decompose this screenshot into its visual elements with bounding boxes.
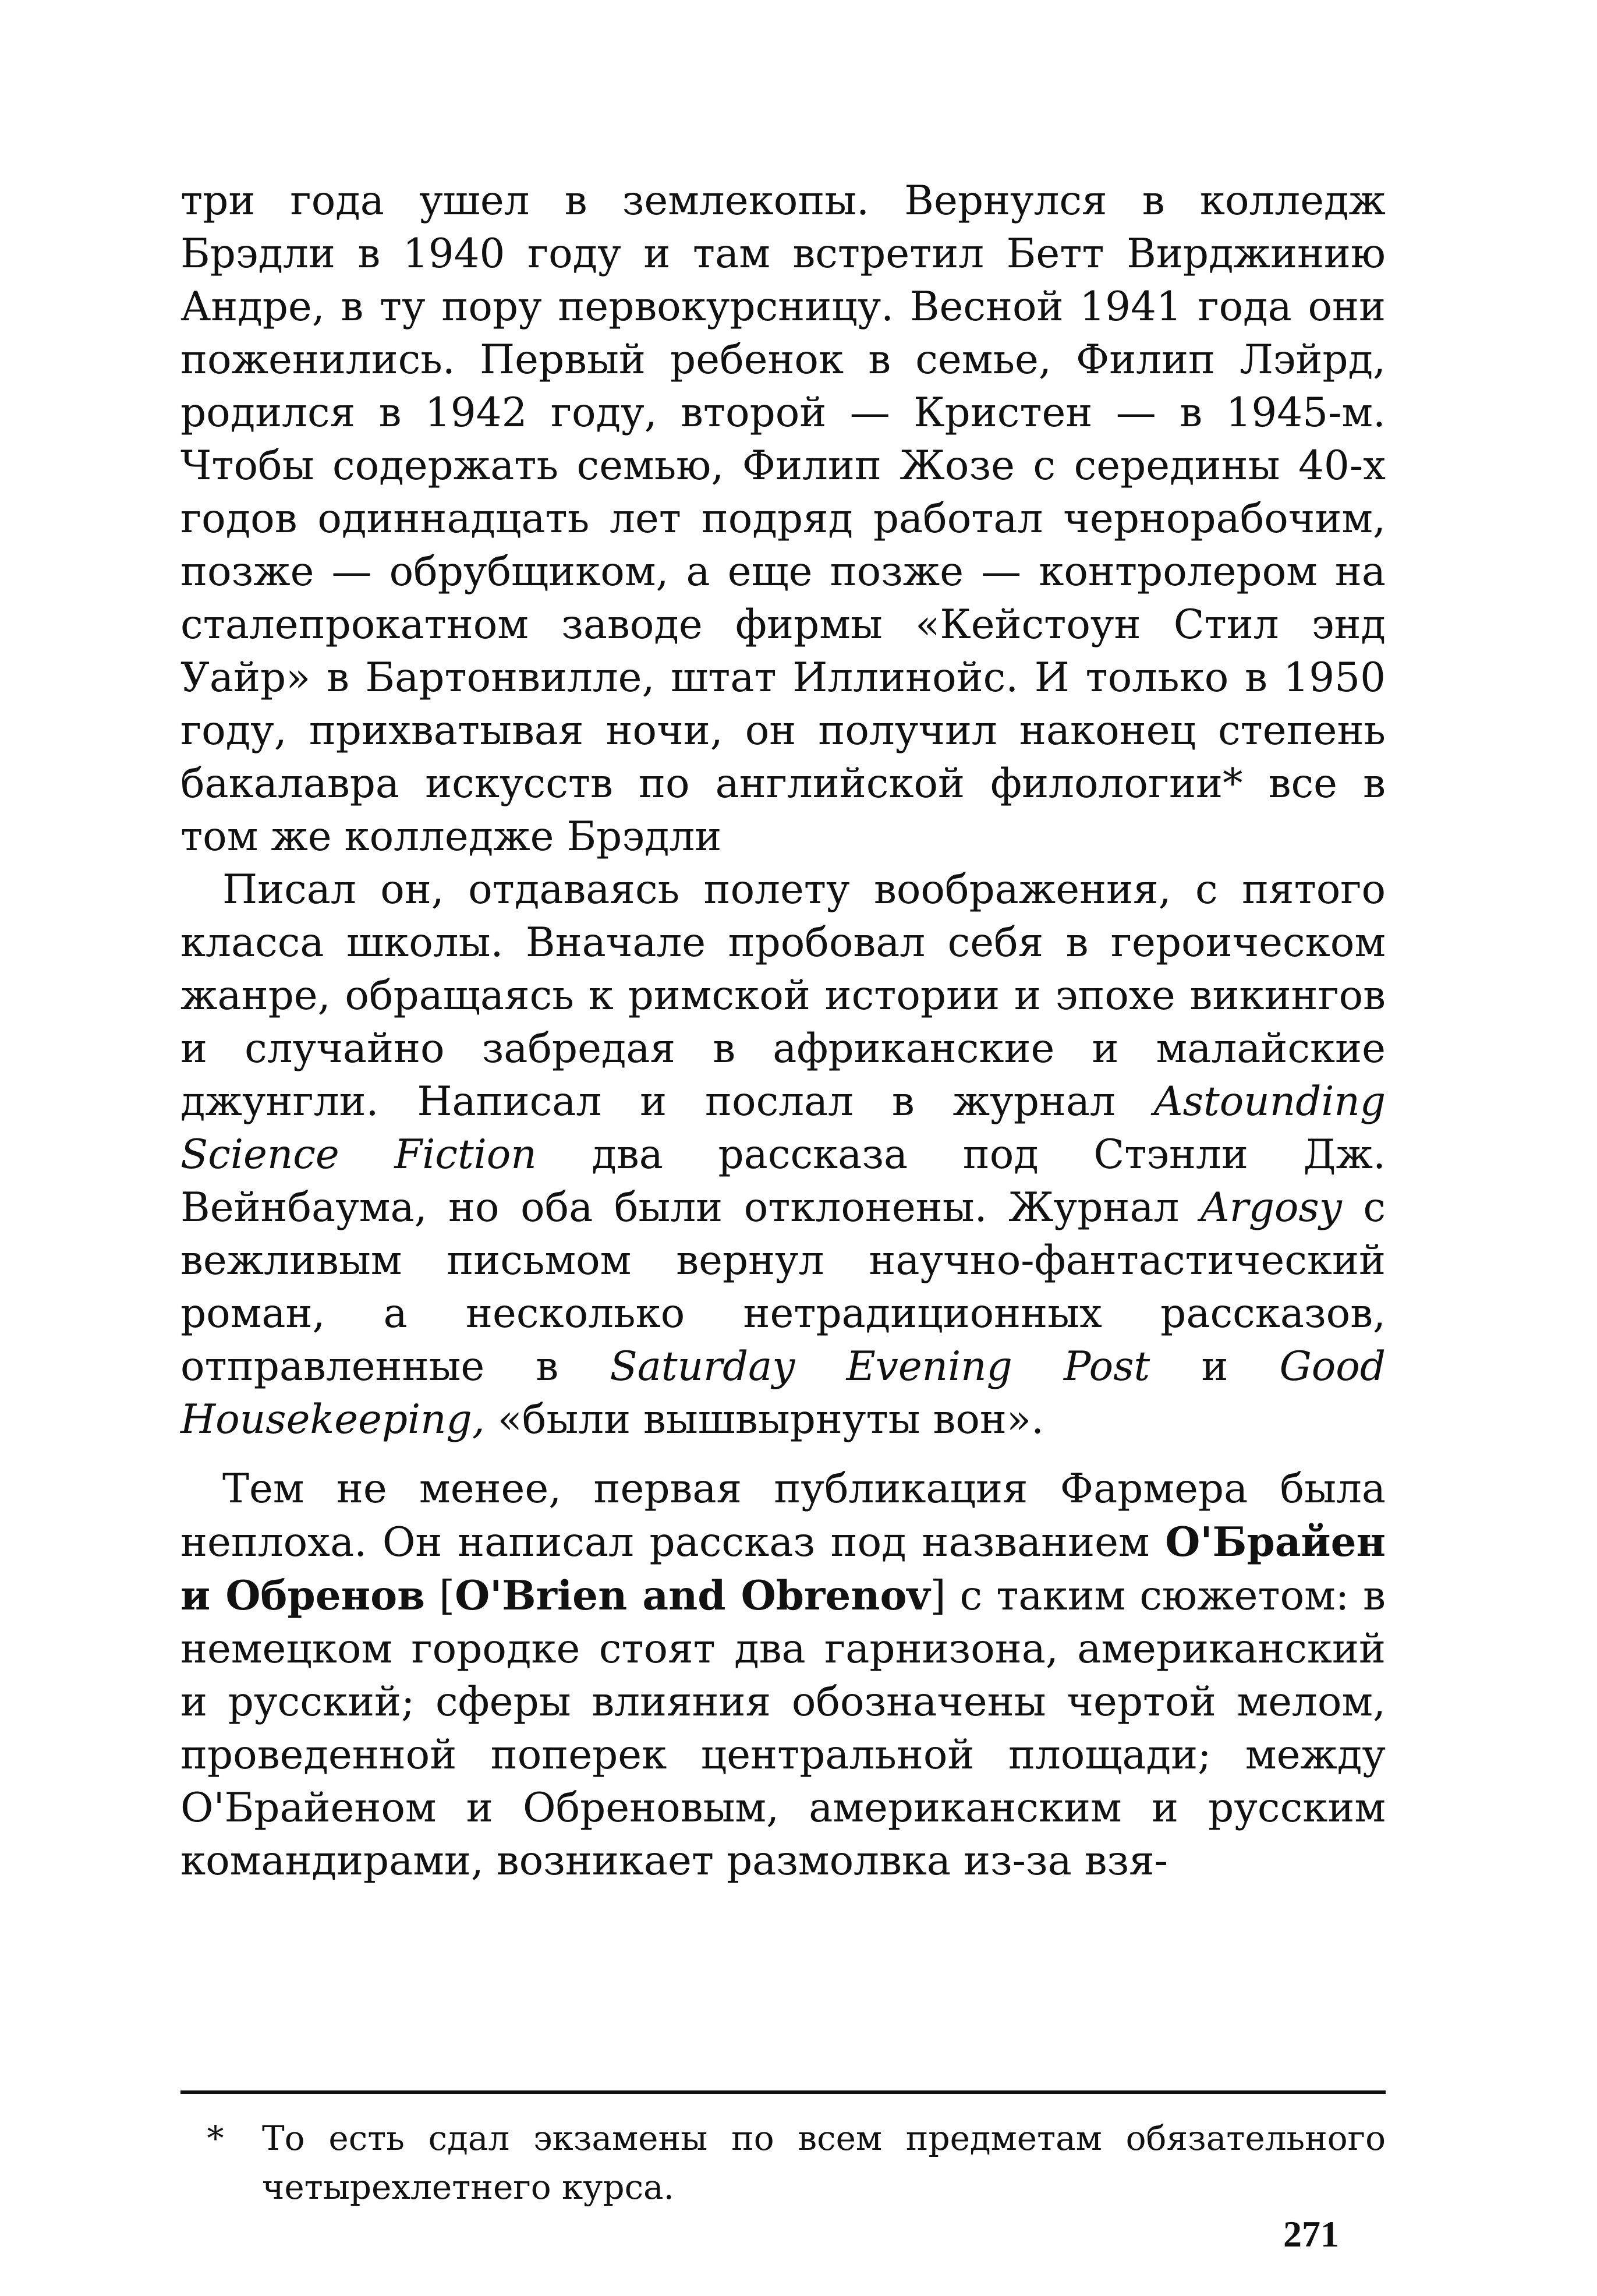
paragraph-1 (180, 175, 1386, 864)
paragraph-2-text: «были вышвырнуты вон». (484, 1396, 1044, 1443)
paragraph-2-text: с вежливым письмом вернул научно-фантастический роман, а несколько нетрадиционных рассказов, отправленные в (180, 1184, 1386, 1390)
journal-title-good-housekeeping: Good Housekeeping, (180, 1343, 1386, 1443)
page-number: 271 (1283, 2213, 1339, 2255)
paragraph-3-text: ] с таким сюжетом: в немецком городке стоят два гарнизона, американский и русский; сферы влияния обозначены чертой мелом, проведенной поперек центральной площади; между О'Брайеном и Обреновым, американским и русским командирами, возникает размолвка из-за взя- (180, 1573, 1386, 1884)
footnote-text: То есть сдал экзамены по всем предметам обязательного четырехлетнего курса. (262, 2118, 1386, 2207)
journal-title-astounding: Astounding Science Fiction (180, 1078, 1386, 1178)
paragraph-2-text: Писал он, отдаваясь полету воображения, с пятого класса школы. Вначале пробовал себя в героическом жанре, обращаясь к римской истории и эпохе викингов и случайно забредая в африканские и малайские джунгли. Написал и послал в журнал (180, 866, 1386, 1125)
story-title-russian: О'Брайен и Обренов (180, 1519, 1386, 1619)
paragraph-2 (180, 864, 1386, 1446)
paragraph-3-text: [ (425, 1573, 455, 1619)
footnote (180, 2114, 1386, 2212)
paragraph-1-text: три года ушел в землекопы. Вернулся в колледж Брэдли в 1940 году и там встретил Бетт Вирджинию Андре, в ту пору первокурсницу. Весной 1941 года они поженились. Первый ребенок в семье, Филип Лэйрд, родился в 1942 году, второй — Кристен — в 1945-м. Чтобы содержать семью, Филип Жозе с середины 40-х годов одиннадцать лет подряд работал чернорабочим, позже — обрубщиком, а еще позже — контролером на сталепрокатном заводе фирмы «Кейстоун Стил энд Уайр» в Бартонвилле, штат Иллинойс. И только в 1950 году, прихватывая ночи, он получил наконец степень бакалавра искусств по английской филологии* все в том же колледже Брэдли (180, 178, 1386, 860)
footnote-divider (180, 2090, 1386, 2094)
paragraph-2-text: и (1150, 1343, 1280, 1390)
body-text (180, 175, 1386, 1888)
paragraph-3 (180, 1463, 1386, 1888)
paragraph-2-text: два рассказа под Стэнли Дж. Вейнбаума, но оба были отклонены. Журнал (180, 1131, 1386, 1231)
journal-title-saturday-evening-post: Saturday Evening Post (610, 1343, 1150, 1390)
book-page (180, 175, 1386, 2255)
journal-title-argosy: Argosy (1200, 1184, 1342, 1231)
story-title-english: O'Brien and Obrenov (455, 1572, 930, 1619)
paragraph-3-text: Тем не менее, первая публикация Фармера была неплоха. Он написал рассказ под названием (180, 1466, 1386, 1566)
footnote-mark: * (207, 2118, 224, 2158)
